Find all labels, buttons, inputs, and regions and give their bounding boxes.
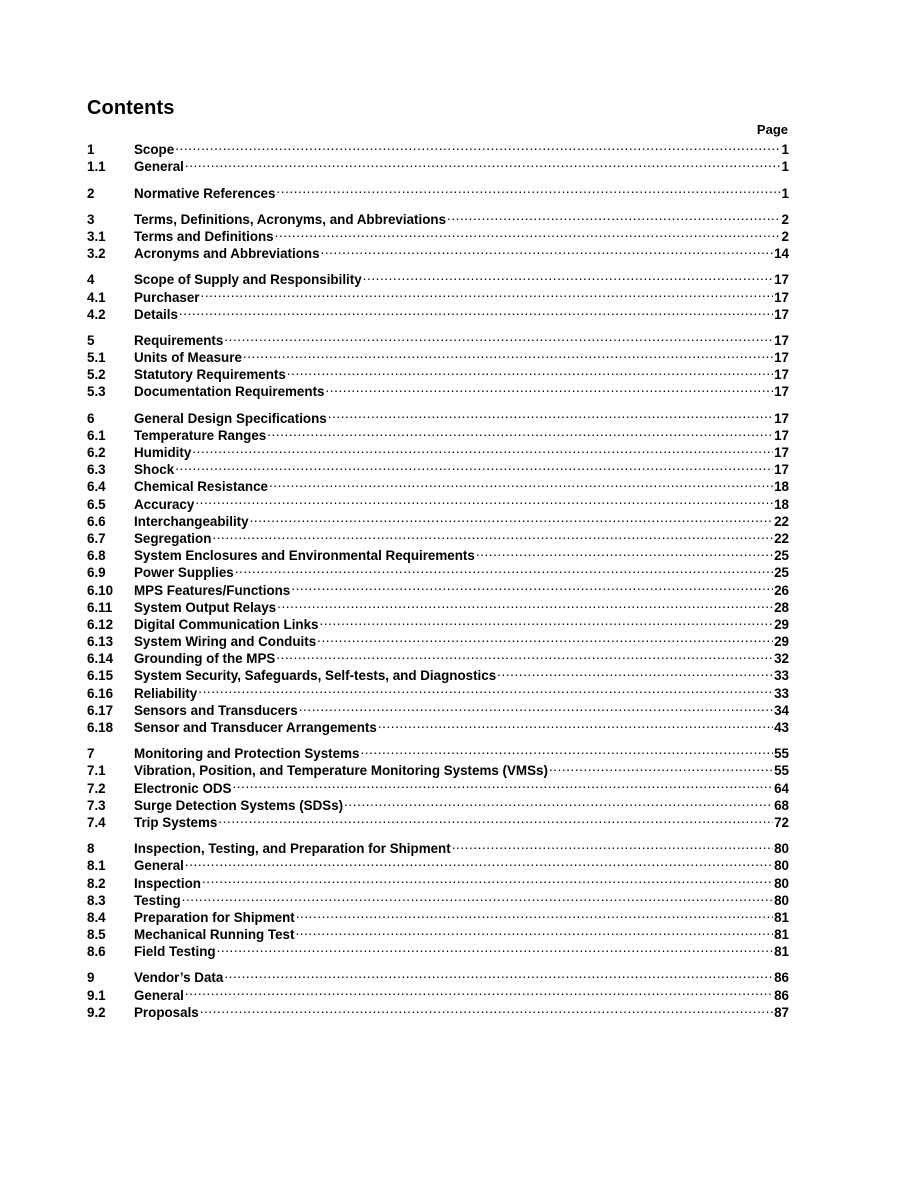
toc-entry-page-number: 2: [781, 211, 789, 227]
toc-entry-number: 6.14: [87, 651, 114, 667]
toc-entry-title: Scope of Supply and Responsibility: [134, 272, 362, 288]
toc-entry-title: Acronyms and Abbreviations: [134, 246, 320, 262]
toc-section-group: [87, 741, 789, 830]
toc-entry-number: 6.4: [87, 479, 106, 495]
toc-entry[interactable]: [87, 440, 789, 460]
dot-leader: [317, 629, 773, 646]
dot-leader: [549, 758, 773, 775]
toc-entry-number: 6.8: [87, 548, 106, 564]
toc-entry[interactable]: [87, 405, 789, 426]
toc-entry-number: 5.2: [87, 367, 106, 383]
toc-entry-title: Shock: [134, 462, 175, 478]
dot-leader: [291, 577, 773, 594]
dot-leader: [296, 905, 773, 922]
toc-entry-title: Preparation for Shipment: [134, 909, 295, 925]
toc-entry-page-number: 81: [774, 944, 789, 960]
dot-leader: [217, 939, 774, 956]
toc-entry[interactable]: [87, 905, 789, 925]
toc-entry-page-number: 17: [774, 332, 789, 348]
dot-leader: [363, 267, 773, 284]
toc-entry-number: 8.4: [87, 909, 106, 925]
toc-entry[interactable]: [87, 154, 789, 175]
toc-entry-number: 5.1: [87, 350, 106, 366]
toc-entry[interactable]: [87, 982, 789, 1003]
toc-entry-title: Purchaser: [134, 289, 200, 305]
toc-entry[interactable]: [87, 853, 789, 874]
toc-entry[interactable]: [87, 328, 789, 348]
dot-leader: [200, 1000, 773, 1017]
toc-entry-title: Reliability: [134, 685, 198, 701]
toc-entry-number: 4.2: [87, 306, 106, 322]
dot-leader: [267, 423, 773, 440]
dot-leader: [378, 715, 773, 732]
toc-entry[interactable]: [87, 137, 789, 158]
toc-entry-title: Requirements: [134, 332, 224, 348]
toc-entry-title: Inspection, Testing, and Preparation for Shipment: [134, 841, 451, 857]
dot-leader: [287, 362, 773, 379]
toc-entry-number: 3.1: [87, 228, 106, 244]
toc-entry-page-number: 22: [774, 530, 789, 546]
toc-entry-page-number: 29: [774, 634, 789, 650]
toc-entry[interactable]: [87, 457, 789, 478]
toc-entry-title: Documentation Requirements: [134, 384, 325, 400]
toc-entry-page-number: 81: [774, 909, 789, 925]
toc-entry-page-number: 34: [774, 702, 789, 718]
dot-leader: [185, 853, 773, 870]
toc-entry-page-number: 17: [774, 350, 789, 366]
toc-entry-number: 6.9: [87, 565, 106, 581]
dot-leader: [201, 284, 774, 301]
toc-entry-number: 7.3: [87, 797, 106, 813]
toc-entry-page-number: 86: [774, 970, 789, 986]
toc-entry-page-number: 17: [774, 427, 789, 443]
toc-entry-number: 6.13: [87, 634, 114, 650]
toc-entry-number: 4: [87, 272, 95, 288]
dot-leader: [452, 836, 773, 853]
table-of-contents: [87, 137, 789, 1026]
toc-entry-title: MPS Features/Functions: [134, 582, 291, 598]
toc-entry-number: 6.18: [87, 720, 114, 735]
toc-entry-page-number: 25: [774, 565, 789, 581]
toc-entry-page-number: 17: [774, 272, 789, 288]
toc-entry-number: 5.3: [87, 384, 106, 400]
toc-entry-page-number: 28: [774, 599, 789, 615]
toc-entry-title: Units of Measure: [134, 350, 242, 366]
toc-entry-number: 6.16: [87, 685, 114, 701]
toc-entry-page-number: 1: [781, 159, 789, 175]
toc-entry-number: 9.1: [87, 987, 106, 1003]
dot-leader: [175, 137, 780, 154]
toc-entry-number: 5: [87, 332, 95, 348]
toc-entry-number: 3.2: [87, 246, 106, 262]
toc-entry[interactable]: [87, 302, 789, 322]
dot-leader: [182, 888, 773, 905]
toc-entry-title: Statutory Requirements: [134, 367, 286, 383]
toc-entry-title: Power Supplies: [134, 565, 234, 581]
toc-entry-page-number: 26: [774, 582, 789, 598]
toc-section-group: [87, 180, 789, 201]
dot-leader: [320, 612, 774, 629]
toc-entry[interactable]: [87, 870, 789, 891]
toc-entry[interactable]: [87, 888, 789, 908]
toc-entry-page-number: 43: [774, 720, 789, 735]
toc-section-group: [87, 267, 789, 322]
toc-entry-number: 6.7: [87, 530, 106, 546]
toc-section-group: [87, 836, 789, 960]
dot-leader: [476, 543, 773, 560]
toc-entry-page-number: 33: [774, 685, 789, 701]
toc-entry[interactable]: [87, 965, 789, 986]
toc-entry-title: Chemical Resistance: [134, 479, 268, 495]
toc-entry-number: 6: [87, 410, 95, 426]
toc-entry-number: 6.5: [87, 496, 106, 512]
toc-entry-number: 8.1: [87, 858, 106, 874]
page-column-label: Page: [756, 122, 788, 137]
toc-entry-title: General: [134, 858, 184, 874]
toc-entry-number: 8.2: [87, 875, 106, 891]
dot-leader: [192, 440, 773, 457]
toc-entry-number: 8: [87, 841, 95, 857]
toc-entry-page-number: 17: [774, 306, 789, 322]
dot-leader: [299, 698, 773, 715]
toc-entry[interactable]: [87, 474, 789, 495]
toc-entry-title: General: [134, 987, 184, 1003]
dot-leader: [321, 241, 774, 258]
toc-entry-title: Accuracy: [134, 496, 195, 512]
toc-entry-title: General: [134, 159, 184, 175]
toc-entry-title: Sensor and Transducer Arrangements: [134, 720, 377, 735]
toc-entry-number: 6.2: [87, 445, 106, 460]
toc-entry-page-number: 55: [774, 763, 789, 779]
toc-entry-title: Segregation: [134, 530, 212, 546]
dot-leader: [269, 474, 773, 491]
toc-entry-number: 9: [87, 970, 95, 986]
toc-entry-number: 6.15: [87, 668, 114, 684]
toc-entry-number: 1: [87, 142, 95, 158]
dot-leader: [218, 810, 773, 827]
dot-leader: [212, 526, 773, 543]
toc-entry-title: System Output Relays: [134, 599, 277, 615]
toc-section-group: [87, 207, 789, 262]
toc-entry-title: Normative References: [134, 185, 276, 201]
toc-entry-page-number: 17: [774, 367, 789, 383]
dot-leader: [360, 741, 773, 758]
toc-entry-page-number: 17: [774, 410, 789, 426]
toc-entry-page-number: 64: [774, 780, 789, 796]
toc-entry-title: Scope: [134, 142, 175, 158]
toc-entry-number: 7.1: [87, 763, 106, 779]
toc-entry-number: 9.2: [87, 1004, 106, 1020]
toc-entry[interactable]: [87, 267, 789, 288]
toc-entry-page-number: 2: [781, 228, 789, 244]
toc-entry-number: 3: [87, 211, 95, 227]
toc-entry-page-number: 32: [774, 651, 789, 667]
toc-entry-number: 8.3: [87, 892, 106, 908]
toc-entry-page-number: 17: [774, 445, 789, 460]
dot-leader: [325, 379, 773, 396]
toc-entry-number: 8.6: [87, 944, 106, 960]
toc-entry-page-number: 17: [774, 289, 789, 305]
dot-leader: [224, 328, 773, 345]
toc-entry-page-number: 22: [774, 513, 789, 529]
toc-entry-number: 4.1: [87, 289, 106, 305]
toc-section-group: [87, 137, 789, 175]
toc-entry-page-number: 18: [774, 496, 789, 512]
toc-entry-number: 6.17: [87, 702, 114, 718]
toc-section-group: [87, 405, 789, 735]
toc-entry-title: System Wiring and Conduits: [134, 634, 317, 650]
toc-entry-number: 6.12: [87, 616, 114, 632]
toc-entry-page-number: 25: [774, 548, 789, 564]
dot-leader: [235, 560, 773, 577]
toc-entry-page-number: 68: [774, 797, 789, 813]
toc-entry-number: 1.1: [87, 159, 106, 175]
toc-entry-title: Interchangeability: [134, 513, 249, 529]
toc-entry-page-number: 72: [774, 814, 789, 830]
dot-leader: [328, 405, 773, 422]
dot-leader: [179, 302, 773, 319]
toc-entry-title: Monitoring and Protection Systems: [134, 746, 360, 762]
toc-entry-title: Field Testing: [134, 944, 216, 960]
toc-entry-page-number: 14: [774, 246, 789, 262]
toc-entry[interactable]: [87, 836, 789, 857]
dot-leader: [185, 154, 781, 171]
toc-entry-number: 6.10: [87, 582, 114, 598]
toc-entry-page-number: 29: [774, 616, 789, 632]
toc-entry-title: Trip Systems: [134, 814, 218, 830]
toc-entry-page-number: 86: [774, 987, 789, 1003]
toc-entry-page-number: 80: [774, 892, 789, 908]
toc-entry-title: Vibration, Position, and Temperature Monitoring Systems (VMSs): [134, 763, 548, 779]
toc-entry-page-number: 80: [774, 858, 789, 874]
dot-leader: [276, 180, 780, 197]
toc-entry-title: Details: [134, 306, 178, 322]
toc-entry-title: Humidity: [134, 445, 192, 460]
toc-entry-title: Proposals: [134, 1004, 199, 1020]
toc-entry-number: 2: [87, 185, 95, 201]
toc-entry[interactable]: [87, 207, 789, 227]
dot-leader: [243, 345, 773, 362]
page-title: Contents: [87, 97, 175, 119]
toc-entry-title: Mechanical Running Test: [134, 927, 295, 943]
dot-leader: [275, 224, 781, 241]
dot-leader: [185, 982, 773, 999]
toc-entry-page-number: 1: [781, 142, 789, 158]
dot-leader: [202, 870, 773, 887]
toc-entry-title: General Design Specifications: [134, 410, 327, 426]
toc-entry-page-number: 17: [774, 384, 789, 400]
toc-entry-title: Terms and Definitions: [134, 228, 274, 244]
toc-entry-number: 7.4: [87, 814, 106, 830]
toc-entry-number: 6.6: [87, 513, 106, 529]
toc-entry-title: Surge Detection Systems (SDSs): [134, 797, 344, 813]
toc-entry-title: Vendor’s Data: [134, 970, 224, 986]
dot-leader: [198, 680, 773, 697]
toc-entry[interactable]: [87, 180, 789, 201]
toc-entry-title: Inspection: [134, 875, 201, 891]
dot-leader: [232, 775, 773, 792]
toc-section-group: [87, 965, 789, 1020]
toc-entry-number: 7: [87, 746, 95, 762]
dot-leader: [295, 922, 773, 939]
toc-entry-number: 7.2: [87, 780, 106, 796]
toc-entry-title: Electronic ODS: [134, 780, 232, 796]
toc-entry-title: Digital Communication Links: [134, 616, 319, 632]
dot-leader: [497, 663, 773, 680]
toc-entry-number: 6.3: [87, 462, 106, 478]
toc-entry-page-number: 1: [781, 185, 789, 201]
toc-entry[interactable]: [87, 741, 789, 762]
dot-leader: [224, 965, 773, 982]
toc-entry-title: Temperature Ranges: [134, 427, 267, 443]
toc-section-group: [87, 328, 789, 400]
toc-entry-title: System Security, Safeguards, Self-tests, and Diagnostics: [134, 668, 497, 684]
toc-entry-page-number: 87: [774, 1004, 789, 1020]
toc-entry-number: 6.11: [87, 599, 113, 615]
toc-entry[interactable]: [87, 1000, 789, 1020]
toc-entry-page-number: 33: [774, 668, 789, 684]
dot-leader: [277, 595, 773, 612]
toc-entry-page-number: 55: [774, 746, 789, 762]
dot-leader: [344, 793, 773, 810]
dot-leader: [175, 457, 773, 474]
toc-entry-page-number: 80: [774, 875, 789, 891]
toc-entry-title: System Enclosures and Environmental Requirements: [134, 548, 475, 564]
toc-entry-title: Sensors and Transducers: [134, 702, 298, 718]
toc-entry-number: 6.1: [87, 427, 106, 443]
toc-entry-title: Terms, Definitions, Acronyms, and Abbreviations: [134, 211, 447, 227]
dot-leader: [276, 646, 773, 663]
toc-entry-title: Testing: [134, 892, 181, 908]
toc-entry-title: Grounding of the MPS: [134, 651, 276, 667]
dot-leader: [250, 509, 774, 526]
toc-entry-number: 8.5: [87, 927, 106, 943]
toc-entry-page-number: 80: [774, 841, 789, 857]
dot-leader: [447, 207, 781, 224]
toc-entry-page-number: 18: [774, 479, 789, 495]
toc-entry-page-number: 81: [774, 927, 789, 943]
toc-entry-page-number: 17: [774, 462, 789, 478]
dot-leader: [195, 491, 773, 508]
